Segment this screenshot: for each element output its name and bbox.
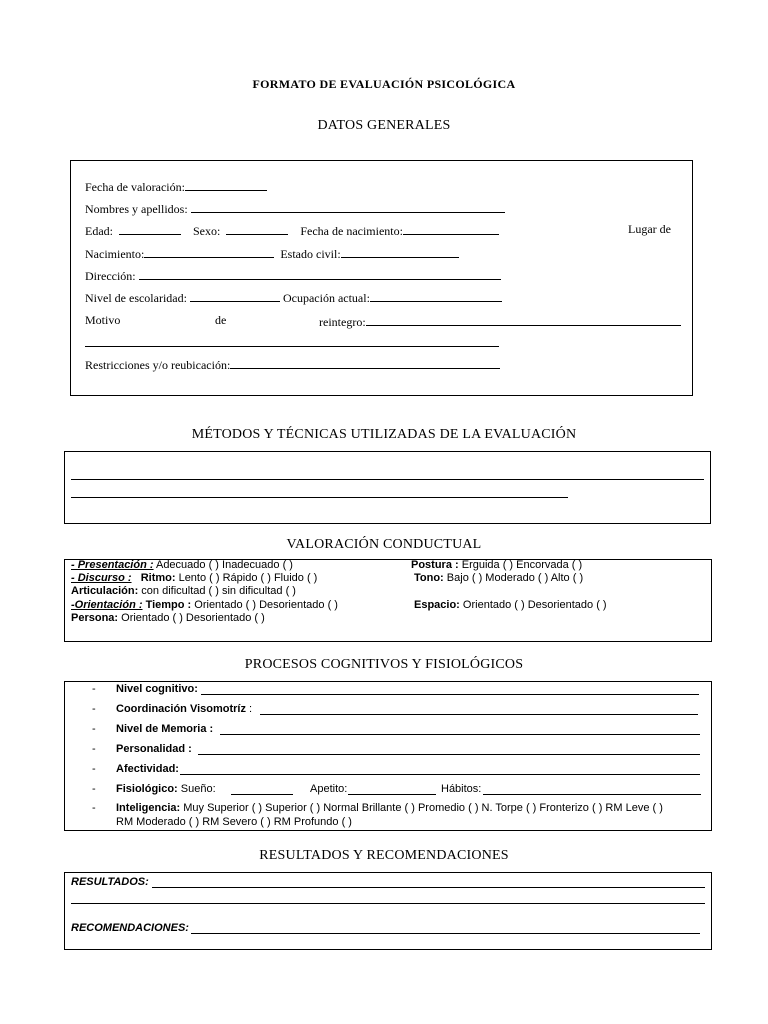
memoria-field[interactable] bbox=[220, 734, 700, 735]
metodos-line-2[interactable] bbox=[71, 497, 568, 498]
direccion-label: Dirección: bbox=[85, 269, 136, 283]
lugar-label: Lugar de bbox=[628, 222, 671, 236]
tiempo-label: Tiempo : bbox=[145, 599, 192, 611]
postura-row bbox=[411, 559, 582, 571]
nacimiento-row bbox=[85, 245, 459, 262]
orientacion-label: -Orientación : bbox=[71, 599, 143, 611]
motivo-continuation-line[interactable] bbox=[85, 346, 499, 347]
fecha-nacimiento-field[interactable] bbox=[403, 222, 499, 235]
visomotriz-label: Coordinación Visomotríz bbox=[116, 703, 246, 715]
articulacion-label: Articulación: bbox=[71, 585, 139, 597]
postura-options[interactable]: Erguida ( ) Encorvada ( ) bbox=[458, 559, 583, 571]
inteligencia-options-1[interactable]: Muy Superior ( ) Superior ( ) Normal Brillante ( ) Promedio ( ) N. Torpe ( ) Fronterizo ( ) RM Leve ( ) bbox=[180, 802, 663, 814]
metodos-line-1[interactable] bbox=[71, 479, 704, 480]
motivo-reintegro-field[interactable] bbox=[366, 313, 681, 326]
fecha-valoracion-row bbox=[85, 178, 267, 195]
recomendaciones-label: RECOMENDACIONES: bbox=[71, 922, 189, 934]
metodos-box bbox=[64, 451, 711, 524]
personalidad-field[interactable] bbox=[198, 754, 700, 755]
direccion-field[interactable] bbox=[139, 267, 501, 280]
personalidad-label: Personalidad : bbox=[116, 743, 192, 755]
restricciones-label: Restricciones y/o reubicación: bbox=[85, 358, 231, 372]
discurso-label: - Discurso : bbox=[71, 572, 132, 584]
recomendaciones-row bbox=[71, 922, 189, 934]
articulacion-options[interactable]: con dificultad ( ) sin dificultad ( ) bbox=[138, 585, 296, 597]
apetito-label: Apetito: bbox=[310, 783, 348, 795]
tono-row bbox=[414, 572, 583, 584]
dash-bullet: - bbox=[92, 683, 96, 695]
escolaridad-row bbox=[85, 289, 502, 306]
tono-label: Tono: bbox=[414, 572, 444, 584]
dash-bullet: - bbox=[92, 763, 96, 775]
espacio-options[interactable]: Orientado ( ) Desorientado ( ) bbox=[459, 599, 607, 611]
inteligencia-options-2[interactable]: RM Moderado ( ) RM Severo ( ) RM Profundo ( ) bbox=[116, 816, 352, 828]
ritmo-label: Ritmo: bbox=[140, 572, 176, 584]
estado-civil-label: Estado civil: bbox=[280, 247, 341, 261]
fecha-valoracion-field[interactable] bbox=[185, 178, 267, 191]
espacio-label: Espacio: bbox=[414, 599, 460, 611]
persona-label: Persona: bbox=[71, 612, 119, 624]
nivel-cognitivo-label: Nivel cognitivo: bbox=[116, 683, 198, 695]
tiempo-options[interactable]: Orientado ( ) Desorientado ( ) bbox=[191, 599, 338, 611]
sueno-field[interactable] bbox=[231, 794, 293, 795]
resultados-row bbox=[71, 876, 149, 888]
resultados-label: RESULTADOS: bbox=[71, 876, 149, 888]
sexo-field[interactable] bbox=[226, 222, 288, 235]
afectividad-label: Afectividad: bbox=[116, 763, 179, 775]
fecha-nacimiento-label: Fecha de nacimiento: bbox=[300, 224, 403, 238]
inteligencia-label: Inteligencia: bbox=[116, 802, 181, 814]
visomotriz-field[interactable] bbox=[260, 714, 698, 715]
reintegro-label: reintegro: bbox=[319, 315, 366, 329]
ritmo-options[interactable]: Lento ( ) Rápido ( ) Fluido ( ) bbox=[175, 572, 318, 584]
presentacion-row bbox=[71, 559, 293, 571]
postura-label: Postura : bbox=[411, 559, 459, 571]
fisiologico-label: Fisiológico: bbox=[116, 783, 178, 795]
tono-options[interactable]: Bajo ( ) Moderado ( ) Alto ( ) bbox=[443, 572, 584, 584]
metodos-heading: MÉTODOS Y TÉCNICAS UTILIZADAS DE LA EVALUACIÓN bbox=[191, 427, 577, 442]
fisiologico-row bbox=[116, 783, 216, 795]
memoria-label: Nivel de Memoria : bbox=[116, 723, 214, 735]
afectividad-field[interactable] bbox=[180, 774, 700, 775]
orientacion-row bbox=[71, 599, 338, 611]
visomotriz-separator: : bbox=[245, 703, 253, 715]
dash-bullet: - bbox=[92, 802, 96, 814]
sexo-label: Sexo: bbox=[193, 224, 221, 238]
edad-field[interactable] bbox=[119, 222, 181, 235]
apetito-field[interactable] bbox=[348, 794, 436, 795]
visomotriz-row bbox=[116, 703, 252, 715]
habitos-label: Hábitos: bbox=[441, 783, 482, 795]
nombres-field[interactable] bbox=[191, 200, 505, 213]
edad-row bbox=[85, 222, 499, 239]
habitos-field[interactable] bbox=[483, 794, 701, 795]
document-title: FORMATO DE EVALUACIÓN PSICOLÓGICA bbox=[252, 77, 516, 91]
dash-bullet: - bbox=[92, 783, 96, 795]
restricciones-field[interactable] bbox=[230, 356, 500, 369]
recomendaciones-field[interactable] bbox=[191, 933, 700, 934]
resultados-line-2[interactable] bbox=[71, 903, 705, 904]
estado-civil-field[interactable] bbox=[341, 245, 459, 258]
ocupacion-label: Ocupación actual: bbox=[282, 291, 370, 305]
persona-row bbox=[71, 612, 265, 624]
persona-options[interactable]: Orientado ( ) Desorientado ( ) bbox=[118, 612, 265, 624]
datos-generales-heading: DATOS GENERALES bbox=[317, 118, 451, 133]
presentacion-label: - Presentación : bbox=[71, 559, 154, 571]
motivo-label: Motivo bbox=[85, 313, 121, 327]
dash-bullet: - bbox=[92, 743, 96, 755]
nombres-row bbox=[85, 200, 505, 217]
resultados-box bbox=[64, 872, 712, 950]
resultados-heading: RESULTADOS Y RECOMENDACIONES bbox=[259, 848, 509, 863]
fecha-valoracion-label: Fecha de valoración: bbox=[85, 180, 185, 194]
restricciones-row bbox=[85, 356, 500, 373]
nivel-cognitivo-field[interactable] bbox=[201, 694, 699, 695]
articulacion-row bbox=[71, 585, 296, 597]
espacio-row bbox=[414, 599, 607, 611]
escolaridad-label: Nivel de escolaridad: bbox=[85, 291, 187, 305]
direccion-row bbox=[85, 267, 501, 284]
discurso-row bbox=[71, 572, 317, 584]
escolaridad-field[interactable] bbox=[190, 289, 280, 302]
nacimiento-label: Nacimiento: bbox=[85, 247, 145, 261]
resultados-field[interactable] bbox=[152, 887, 705, 888]
procesos-heading: PROCESOS COGNITIVOS Y FISIOLÓGICOS bbox=[244, 657, 524, 672]
inteligencia-row bbox=[116, 802, 663, 814]
reintegro-row bbox=[319, 313, 681, 330]
nombres-label: Nombres y apellidos: bbox=[85, 202, 188, 216]
conductual-heading: VALORACIÓN CONDUCTUAL bbox=[286, 537, 482, 552]
presentacion-options[interactable]: Adecuado ( ) Inadecuado ( ) bbox=[153, 559, 293, 571]
lugar-nacimiento-field[interactable] bbox=[144, 245, 274, 258]
edad-label: Edad: bbox=[85, 224, 113, 238]
dash-bullet: - bbox=[92, 703, 96, 715]
sueno-label: Sueño: bbox=[177, 783, 216, 795]
dash-bullet: - bbox=[92, 723, 96, 735]
ocupacion-field[interactable] bbox=[370, 289, 502, 302]
de-label: de bbox=[215, 313, 227, 327]
